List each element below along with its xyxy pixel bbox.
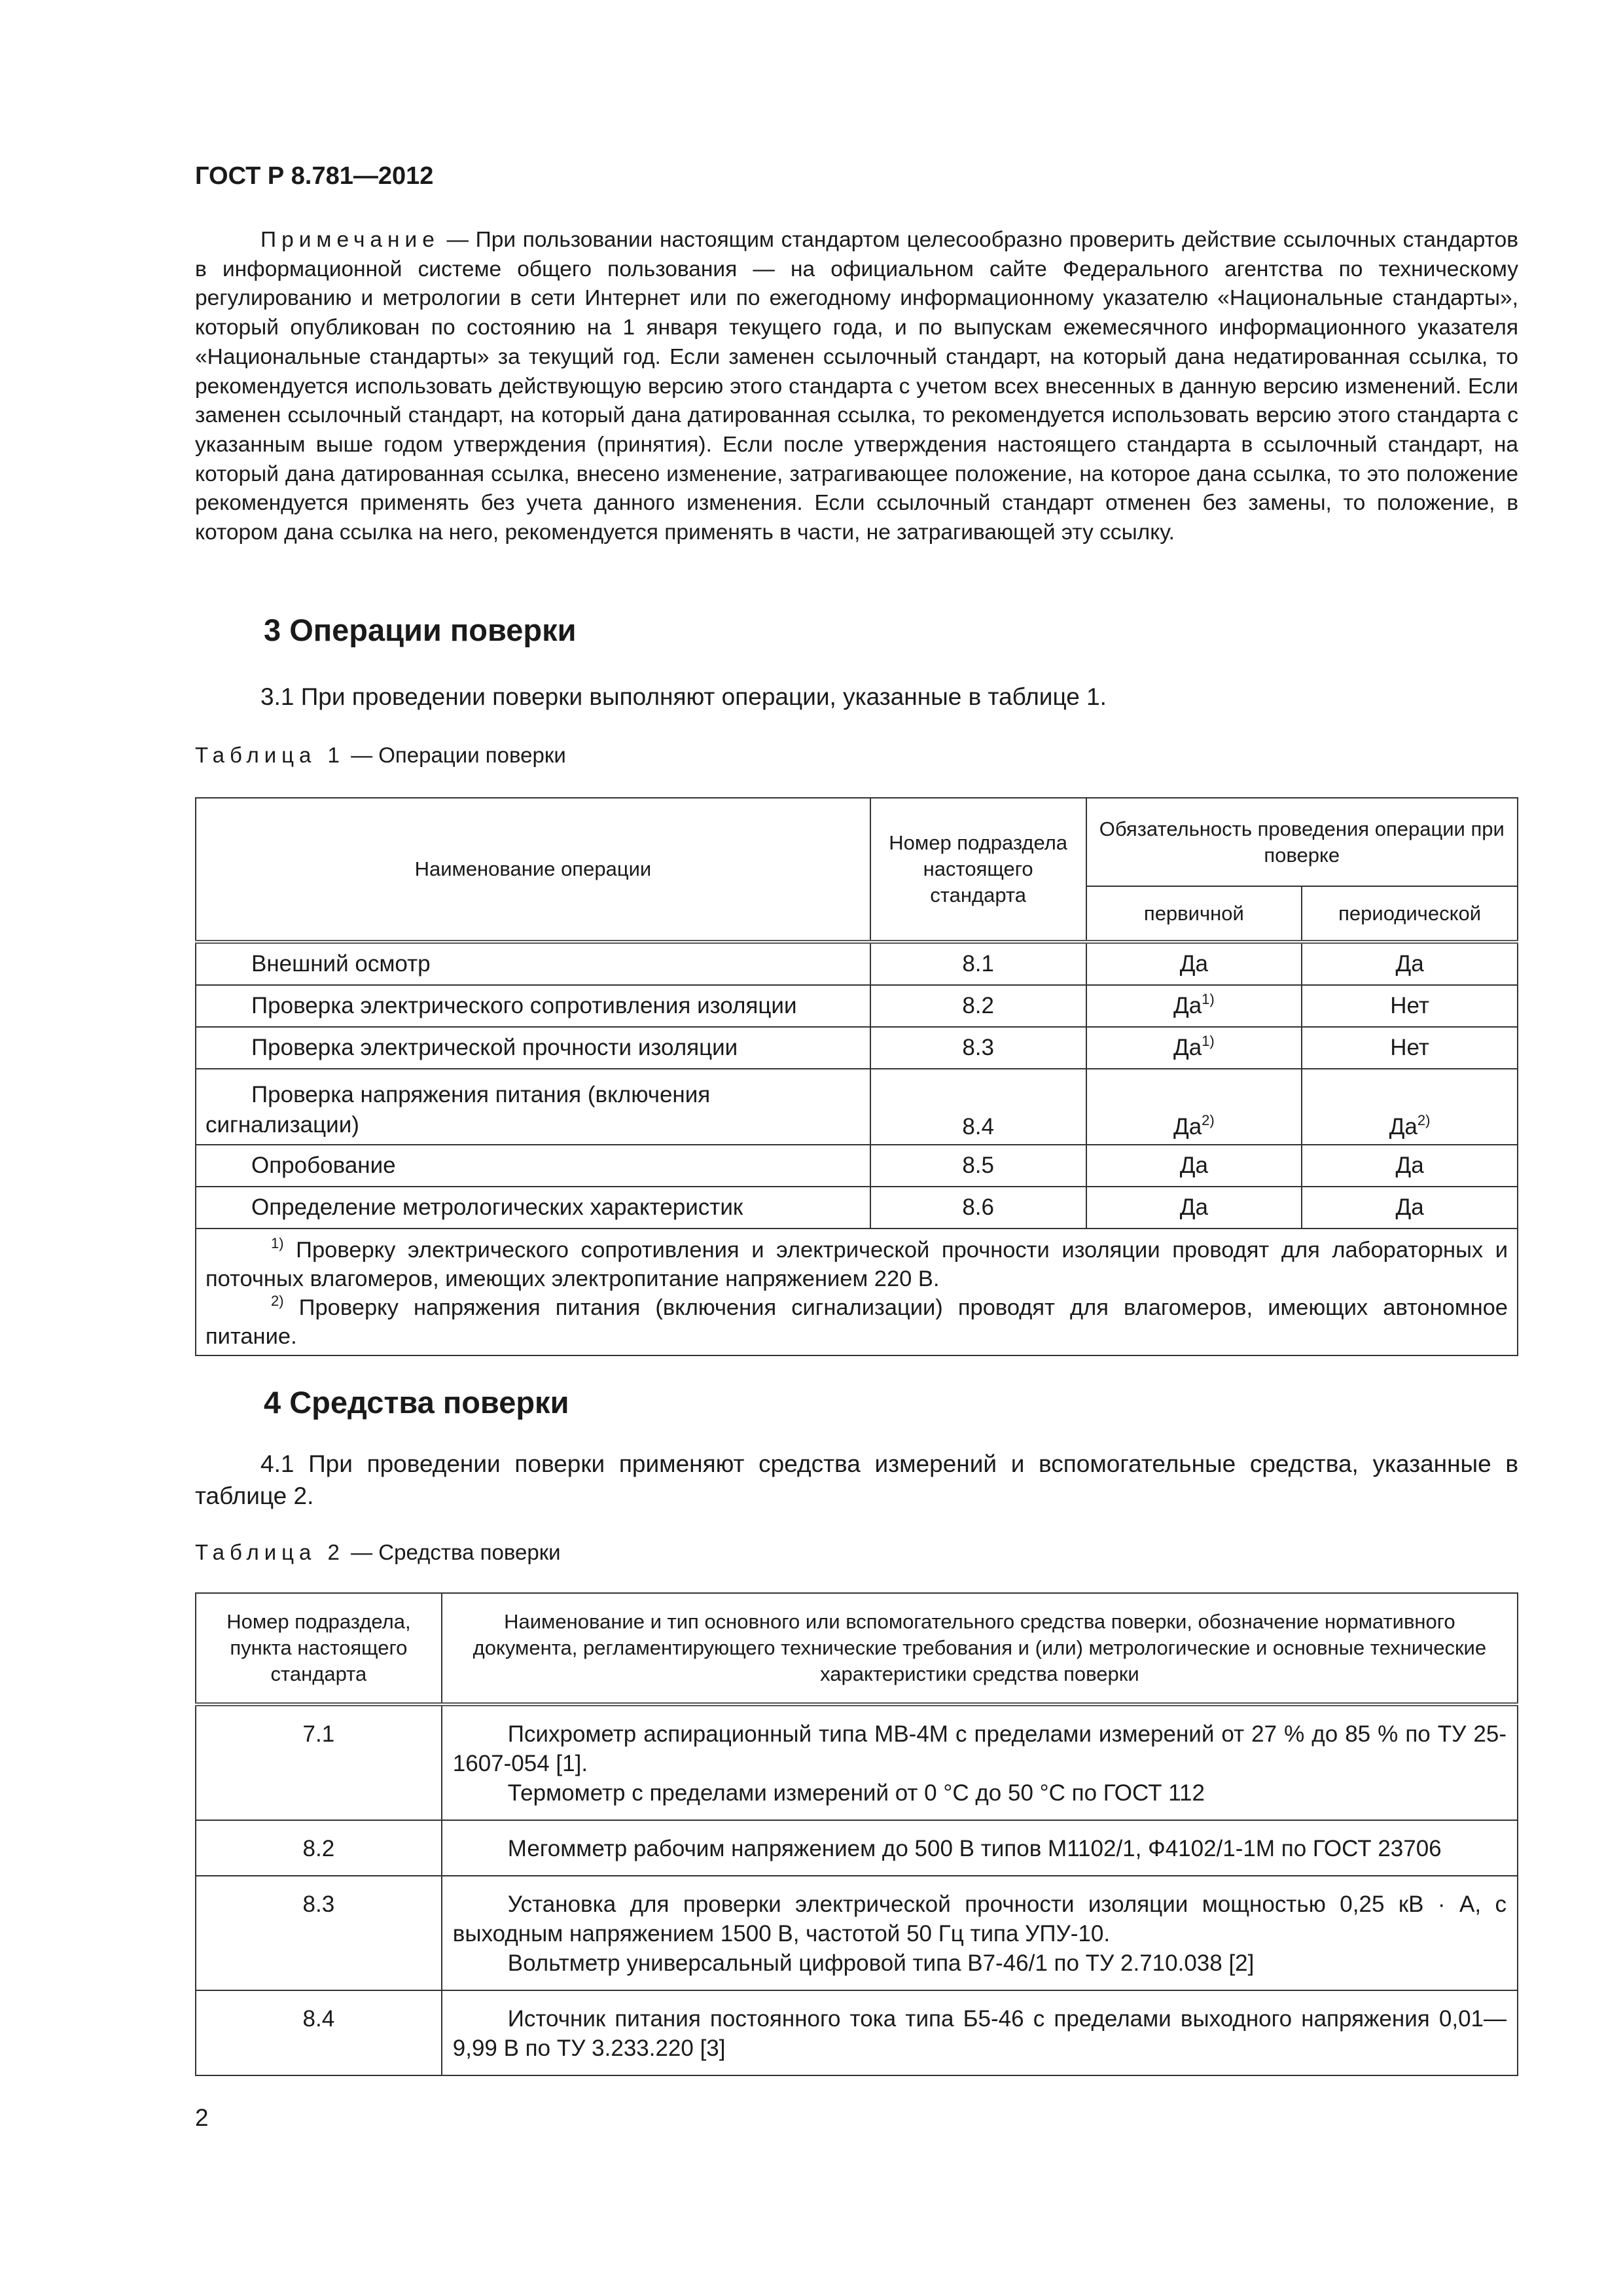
t1-row-num: 8.6 [870, 1187, 1086, 1229]
table-row [196, 1187, 1518, 1229]
t1-row-num: 8.3 [870, 1027, 1086, 1069]
table-1-caption [195, 743, 566, 768]
t1-cell-value: Да [1173, 993, 1202, 1018]
table-2-caption-text: — Средства поверки [344, 1540, 561, 1564]
t1-row-periodic [1302, 1027, 1518, 1069]
footnote-1 [205, 1236, 1508, 1293]
t2-row-line: Источник питания постоянного тока типа Б5-46 с пределами выходного напряжения 0,01—9,99 В по ТУ 3.233.220 [3] [452, 2006, 1507, 2061]
t2-header-desc: Наименование и тип основного или вспомогательного средства поверки, обозначение нормативного документа, регламентирующего технические требования и (или) метрологические и основные технические характеристики средства поверки [442, 1593, 1518, 1704]
t1-cell-value: Да [1389, 1114, 1418, 1139]
table-row [196, 1704, 1518, 1820]
t1-row-periodic [1302, 1187, 1518, 1229]
t1-header-num: Номер подраздела настоящего стандарта [870, 798, 1086, 942]
t1-row-primary [1086, 1069, 1302, 1145]
table-2-verification-means [195, 1592, 1518, 2076]
table-2-caption [195, 1540, 561, 1565]
t1-cell-value: Нет [1390, 1035, 1429, 1060]
section-4-paragraph: 4.1 При проведении поверки применяют средства измерений и вспомогательные средства, указанные в таблице 2. [195, 1450, 1518, 1509]
footnote-mark: 2) [1202, 1112, 1215, 1128]
t2-row-line: Мегомметр рабочим напряжением до 500 В типов М1102/1, Ф4102/1-1М по ГОСТ 23706 [507, 1836, 1442, 1861]
table-2-caption-label: Таблица 2 [195, 1540, 345, 1564]
t1-cell-value: Да [1173, 1035, 1202, 1060]
t1-row-name: Внешний осмотр [196, 942, 870, 985]
table-1-caption-text: — Операции поверки [344, 743, 566, 767]
t1-row-name: Определение метрологических характеристик [196, 1187, 870, 1229]
t1-row-periodic [1302, 1145, 1518, 1187]
t1-row-name: Проверка напряжения питания (включения сигнализации) [196, 1069, 870, 1145]
note-paragraph [195, 226, 1518, 548]
t2-row-line: Вольтметр универсальный цифровой типа В7-46/1 по ТУ 2.710.038 [2] [507, 1950, 1255, 1976]
footnote-2 [205, 1293, 1508, 1351]
table-1-operations [195, 797, 1518, 1356]
footnote-text: Проверку напряжения питания (включения сигнализации) проводят для влагомеров, имеющих автономное питание. [205, 1295, 1508, 1349]
footnote-mark: 2) [1417, 1112, 1431, 1128]
t1-cell-value: Да [1395, 1194, 1424, 1220]
t2-row-line: Психрометр аспирационный типа МВ-4М с пределами измерений от 27 % до 85 % по ТУ 25-1607-054 [1]. [452, 1721, 1507, 1776]
t2-row-desc [442, 1704, 1518, 1820]
t2-row-num: 7.1 [196, 1704, 442, 1820]
table-row [196, 1069, 1518, 1145]
t2-row-desc [442, 1820, 1518, 1876]
t1-cell-value: Да [1395, 1153, 1424, 1178]
t1-row-num: 8.2 [870, 985, 1086, 1027]
t1-footnotes-cell [196, 1229, 1518, 1355]
t1-cell-value: Нет [1390, 993, 1429, 1018]
t1-row-primary [1086, 985, 1302, 1027]
document-header: ГОСТ Р 8.781—2012 [195, 162, 434, 190]
footnote-text: Проверку электрического сопротивления и электрической прочности изоляции проводят для лабораторных и поточных влагомеров, имеющих электропитание напряжением 220 В. [205, 1238, 1508, 1291]
t2-row-line: Термометр с пределами измерений от 0 °С до 50 °С по ГОСТ 112 [507, 1780, 1205, 1806]
t1-row-periodic [1302, 942, 1518, 985]
table-row [196, 942, 1518, 985]
t2-row-line: Установка для проверки электрической прочности изоляции мощностью 0,25 кВ · А, с выходным напряжением 1500 В, частотой 50 Гц типа УПУ-10. [452, 1892, 1507, 1946]
section-4-title: 4 Средства поверки [264, 1385, 569, 1420]
t1-row-num: 8.4 [870, 1069, 1086, 1145]
page-number: 2 [195, 2104, 209, 2131]
t1-row-periodic [1302, 985, 1518, 1027]
t1-header-primary: первичной [1086, 886, 1302, 942]
table-row [196, 985, 1518, 1027]
t2-row-num: 8.2 [196, 1820, 442, 1876]
t1-cell-value: Да [1395, 951, 1424, 977]
t1-cell-value: Да [1179, 1194, 1208, 1220]
t1-row-name: Опробование [196, 1145, 870, 1187]
table-row [196, 1876, 1518, 1990]
t1-row-periodic [1302, 1069, 1518, 1145]
t1-header-periodic: периодической [1302, 886, 1518, 942]
t1-row-num: 8.5 [870, 1145, 1086, 1187]
note-label: Примечание [260, 228, 440, 252]
t2-row-desc [442, 1876, 1518, 1990]
t1-row-name: Проверка электрической прочности изоляции [196, 1027, 870, 1069]
section-3-title: 3 Операции поверки [264, 613, 577, 647]
footnote-mark: 1) [1202, 1033, 1215, 1049]
table-row [196, 1820, 1518, 1876]
t1-row-primary [1086, 942, 1302, 985]
section-3-paragraph: 3.1 При проведении поверки выполняют операции, указанные в таблице 1. [260, 683, 1107, 710]
footnote-mark: 1) [271, 1235, 284, 1251]
footnote-mark: 2) [271, 1293, 284, 1309]
table-1-footnotes [196, 1229, 1518, 1355]
t1-cell-value: Да [1179, 951, 1208, 977]
table-row [196, 1990, 1518, 2075]
t2-row-num: 8.4 [196, 1990, 442, 2075]
t1-row-num: 8.1 [870, 942, 1086, 985]
t1-cell-value: Да [1173, 1114, 1202, 1139]
t1-cell-value: Да [1179, 1153, 1208, 1178]
table-row [196, 1145, 1518, 1187]
t1-header-name: Наименование операции [196, 798, 870, 942]
t2-row-desc [442, 1990, 1518, 2075]
t1-header-obligation: Обязательность проведения операции при поверке [1086, 798, 1518, 886]
t1-row-name: Проверка электрического сопротивления изоляции [196, 985, 870, 1027]
footnote-mark: 1) [1202, 991, 1215, 1007]
note-text: — При пользовании настоящим стандартом целесообразно проверить действие ссылочных стандартов в информационной системе общего пользования — на официальном сайте Федерального агентства по техническому регулированию и метрологии в сети Интернет или по ежегодному информационному указателю «Национальные стандарты», который опубликован по состоянию на 1 января текущего года, и по выпускам ежемесячного информационного указателя «Национальные стандарты» за текущий год. Если заменен ссылочный стандарт, на который дана недатированная ссылка, то рекомендуется использовать действующую версию этого стандарта с учетом всех внесенных в данную версию изменений. Если заменен ссылочный стандарт, на который дана датированная ссылка, то рекомендуется использовать версию этого стандарта с указанным выше годом утверждения (принятия). Если после утверждения настоящего стандарта в ссылочный стандарт, на который дана датированная ссылка, внесено изменение, затрагивающее положение, на которое дана ссылка, то это положение рекомендуется применять без учета данного изменения. Если ссылочный стандарт отменен без замены, то положение, в котором дана ссылка на него, рекомендуется применять в части, не затрагивающей эту ссылку. [195, 228, 1518, 545]
t1-row-primary [1086, 1027, 1302, 1069]
t1-row-primary [1086, 1187, 1302, 1229]
table-1-caption-label: Таблица 1 [195, 743, 345, 767]
t1-row-primary [1086, 1145, 1302, 1187]
t2-header-num: Номер подраздела, пункта настоящего стандарта [196, 1593, 442, 1704]
table-row [196, 1027, 1518, 1069]
t2-row-num: 8.3 [196, 1876, 442, 1990]
